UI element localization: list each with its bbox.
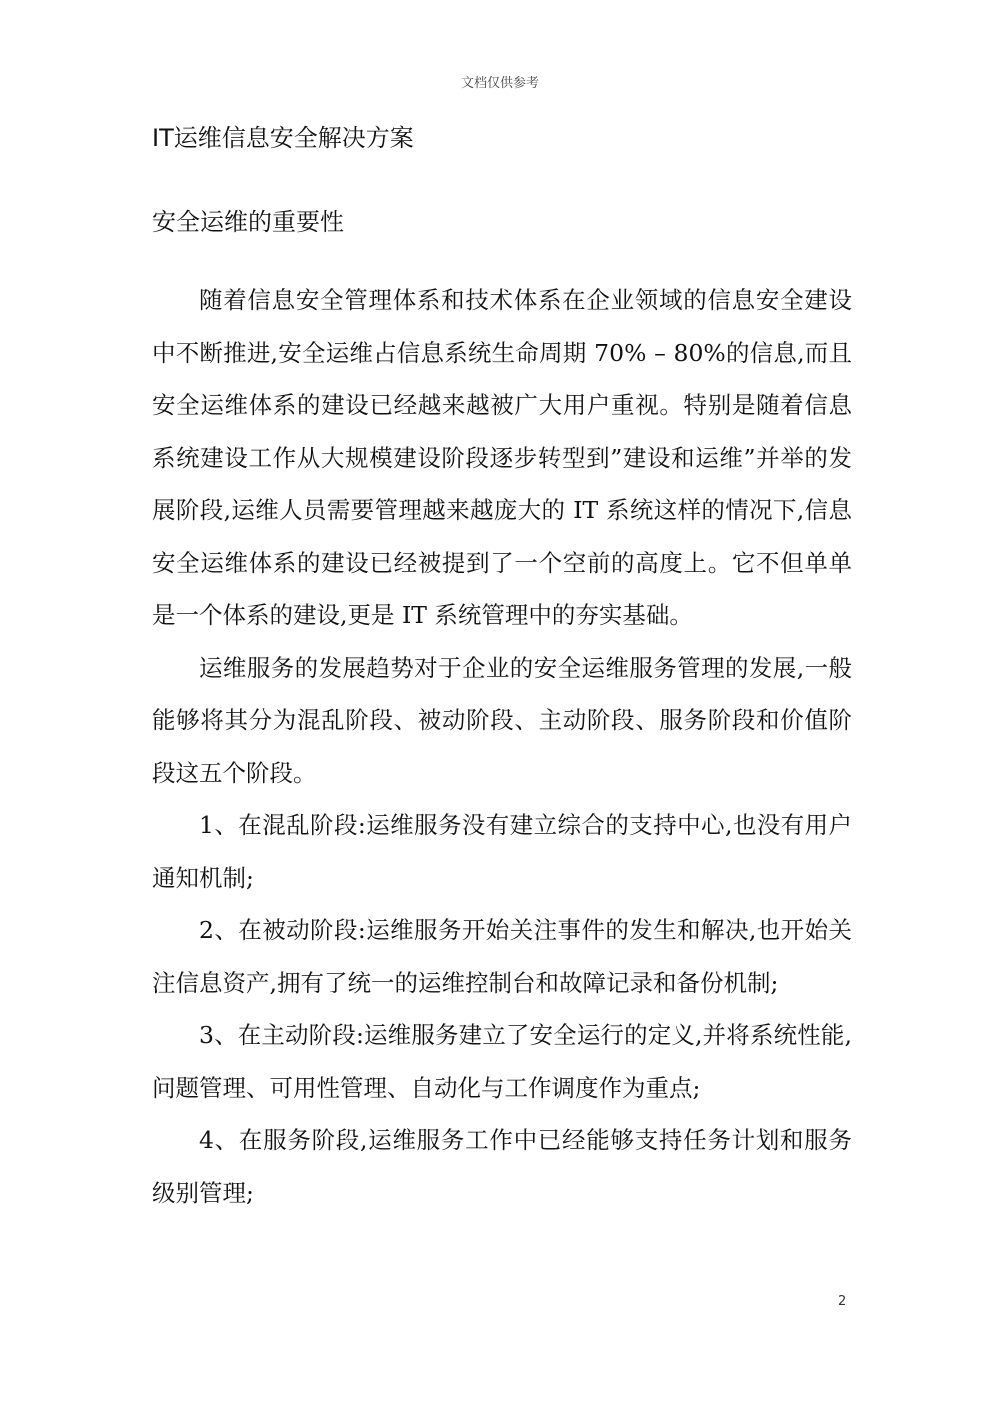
section-title: 安全运维的重要性 <box>152 208 344 236</box>
page-header: 文档仅供参考 <box>460 76 539 91</box>
paragraph-stages: 运维服务的发展趋势对于企业的安全运维服务管理的发展,一般能够将其分为混乱阶段、被动阶段、主动阶段、服务阶段和价值阶段这五个阶段。 <box>152 653 852 787</box>
paragraph-intro: 随着信息安全管理体系和技术体系在企业领域的信息安全建设中不断推进,安全运维占信息系统生命周期 70% – 80%的信息,而且安全运维体系的建设已经越来越被广大用户重视。特别是随着信息系统建设工作从大规模建设阶段逐步转型到”建设和运维”并举的发展阶段,运维人员需要管理越来越庞大的 IT 系统这样的情况下,信息安全运维体系的建设已经被提到了一个空前的高度上。它不但单单是一个体系的建设,更是 IT 系统管理中的夯实基础。 <box>152 286 852 629</box>
paragraph-stage-1: 1、在混乱阶段:运维服务没有建立综合的支持中心,也没有用户通知机制; <box>152 811 852 892</box>
document-body <box>152 118 852 1219</box>
paragraph-stage-4: 4、在服务阶段,运维服务工作中已经能够支持任务计划和服务级别管理; <box>152 1126 852 1207</box>
paragraph-stage-2: 2、在被动阶段:运维服务开始关注事件的发生和解决,也开始关注信息资产,拥有了统一的运维控制台和故障记录和备份机制; <box>152 916 852 997</box>
paragraph-stage-3: 3、在主动阶段:运维服务建立了安全运行的定义,并将系统性能,问题管理、可用性管理、自动化与工作调度作为重点; <box>152 1021 852 1102</box>
document-title: IT运维信息安全解决方案 <box>152 124 414 152</box>
page-number: 2 <box>838 1294 847 1309</box>
